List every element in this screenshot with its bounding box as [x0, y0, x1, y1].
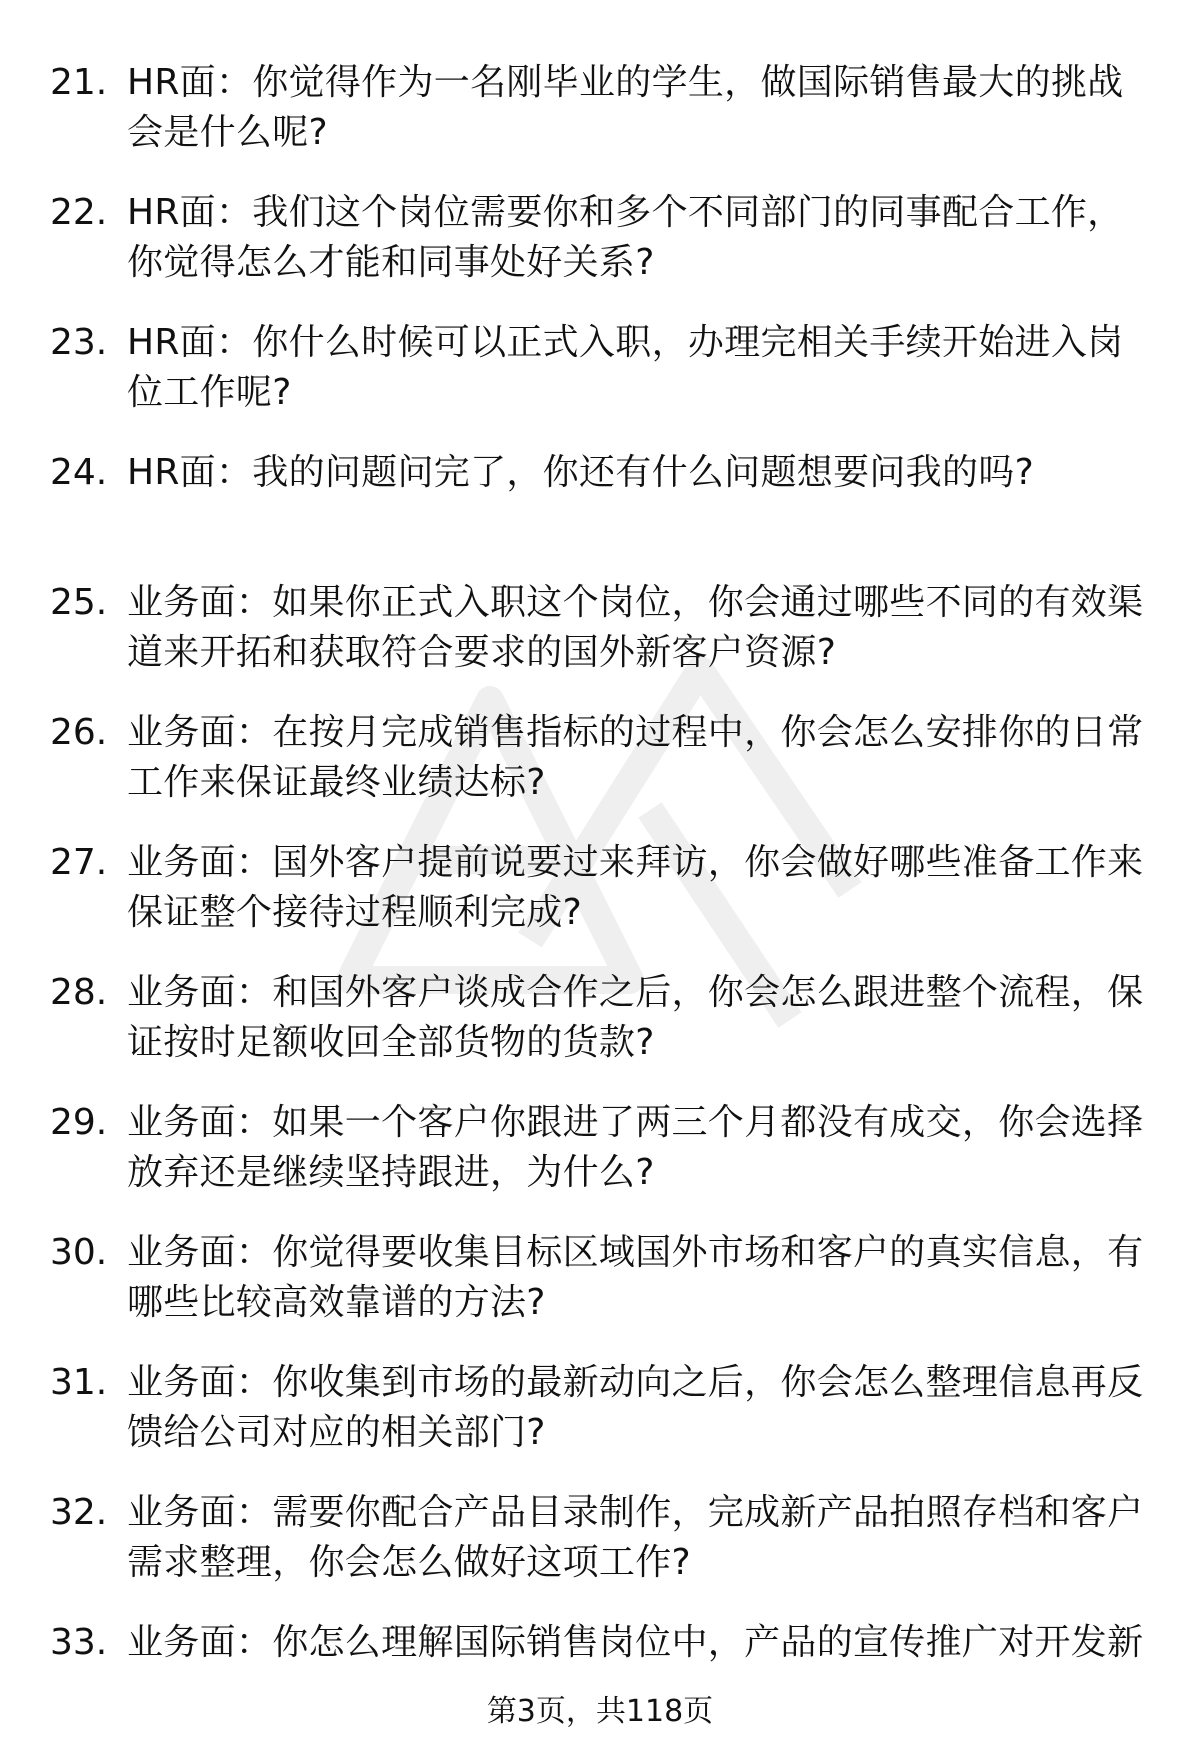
question-text: 业务面：和国外客户谈成合作之后，你会怎么跟进整个流程，保证按时足额收回全部货物的货款? — [127, 972, 1144, 1063]
page-footer: 第3页，共118页 — [486, 1694, 714, 1729]
question-text: HR面：我的问题问完了，你还有什么问题想要问我的吗? — [127, 452, 1034, 493]
question-number: 21. — [50, 62, 108, 103]
question-text: 业务面：你觉得要收集目标区域国外市场和客户的真实信息，有哪些比较高效靠谱的方法? — [127, 1232, 1144, 1323]
list-item — [0, 708, 1200, 838]
question-number: 23. — [50, 322, 108, 363]
question-number: 33. — [50, 1622, 108, 1663]
question-text: 业务面：在按月完成销售指标的过程中，你会怎么安排你的日常工作来保证最终业绩达标? — [127, 712, 1144, 803]
question-number: 32. — [50, 1492, 108, 1533]
question-number: 29. — [50, 1102, 108, 1143]
list-item — [0, 58, 1200, 188]
question-number: 26. — [50, 712, 108, 753]
question-number: 28. — [50, 972, 108, 1013]
list-item — [0, 838, 1200, 968]
question-text: 业务面：国外客户提前说要过来拜访，你会做好哪些准备工作来保证整个接待过程顺利完成? — [127, 842, 1144, 933]
list-item — [0, 578, 1200, 708]
list-item — [0, 1228, 1200, 1358]
question-number: 22. — [50, 192, 108, 233]
question-text: 业务面：如果你正式入职这个岗位，你会通过哪些不同的有效渠道来开拓和获取符合要求的国外新客户资源? — [127, 582, 1144, 673]
list-item — [0, 1358, 1200, 1488]
question-text: HR面：我们这个岗位需要你和多个不同部门的同事配合工作，你觉得怎么才能和同事处好关系? — [127, 192, 1124, 283]
question-text: HR面：你觉得作为一名刚毕业的学生，做国际销售最大的挑战会是什么呢? — [127, 62, 1124, 153]
question-text: 业务面：你怎么理解国际销售岗位中，产品的宣传推广对开发新 — [127, 1622, 1144, 1663]
list-item — [0, 318, 1200, 448]
question-text: 业务面：你收集到市场的最新动向之后，你会怎么整理信息再反馈给公司对应的相关部门? — [127, 1362, 1144, 1453]
question-number: 24. — [50, 452, 108, 493]
question-list — [0, 58, 1200, 1748]
question-number: 27. — [50, 842, 108, 883]
question-number: 25. — [50, 582, 108, 623]
list-item — [0, 448, 1200, 578]
question-number: 30. — [50, 1232, 108, 1273]
question-text: 业务面：如果一个客户你跟进了两三个月都没有成交，你会选择放弃还是继续坚持跟进，为什么? — [127, 1102, 1144, 1193]
question-text: HR面：你什么时候可以正式入职，办理完相关手续开始进入岗位工作呢? — [127, 322, 1124, 413]
list-item — [0, 968, 1200, 1098]
list-item — [0, 188, 1200, 318]
question-number: 31. — [50, 1362, 108, 1403]
list-item — [0, 1098, 1200, 1228]
list-item — [0, 1488, 1200, 1618]
question-text: 业务面：需要你配合产品目录制作，完成新产品拍照存档和客户需求整理，你会怎么做好这项工作? — [127, 1492, 1144, 1583]
